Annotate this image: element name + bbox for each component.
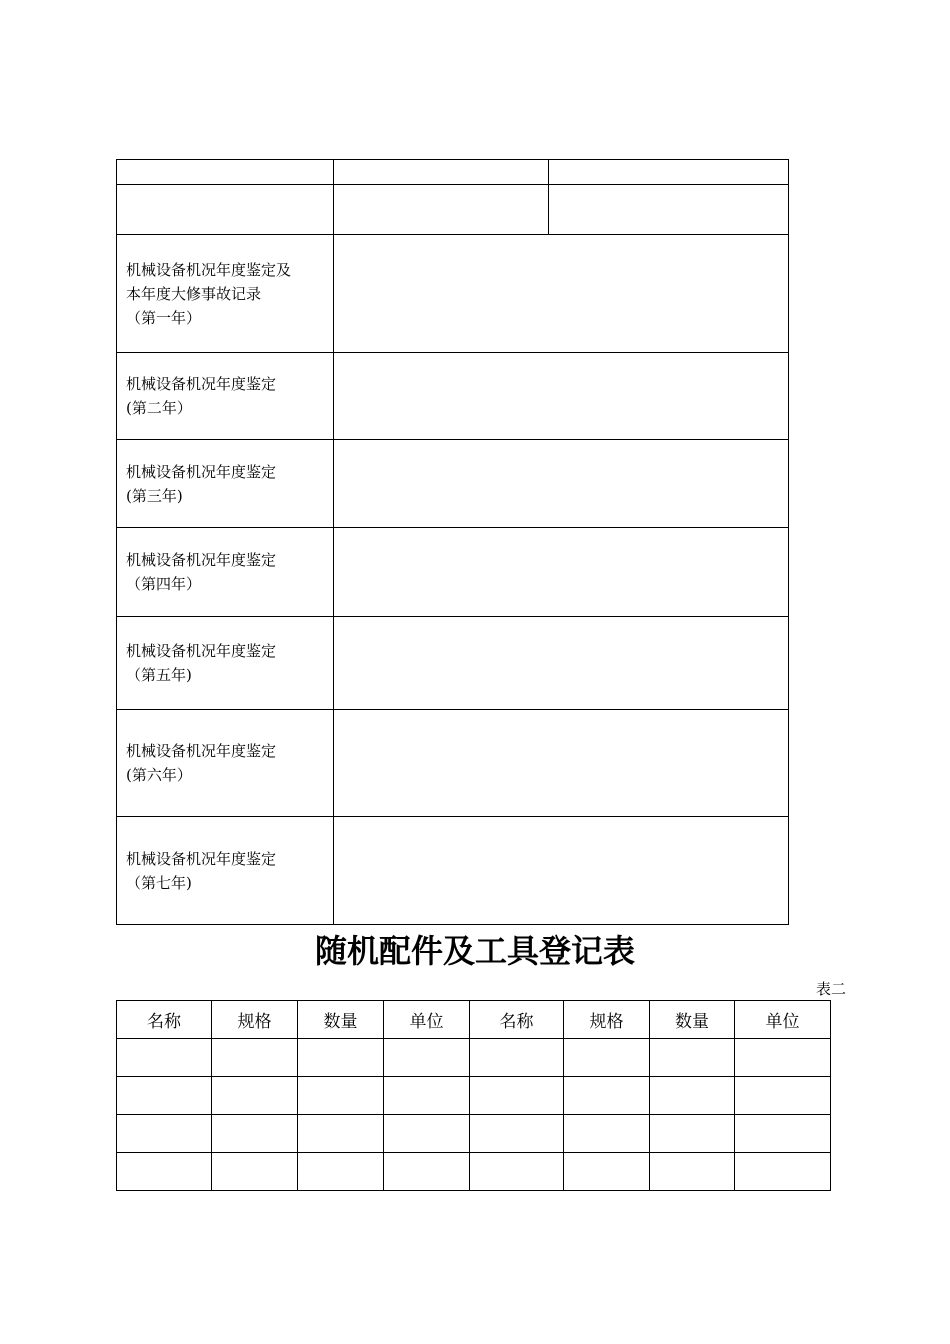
table-cell[interactable] bbox=[470, 1153, 564, 1191]
table-cell[interactable] bbox=[470, 1077, 564, 1115]
parts-section-title: 随机配件及工具登记表 bbox=[314, 932, 635, 970]
label-line: (第六年） bbox=[126, 766, 192, 784]
table-cell[interactable] bbox=[470, 1115, 564, 1153]
header-quantity: 数量 bbox=[298, 1001, 384, 1039]
table-cell[interactable] bbox=[650, 1039, 735, 1077]
table-number-label: 表二 bbox=[815, 980, 846, 998]
table-cell[interactable] bbox=[212, 1039, 298, 1077]
table-cell[interactable] bbox=[735, 1039, 831, 1077]
table-row bbox=[117, 1039, 831, 1077]
table-cell[interactable] bbox=[384, 1077, 470, 1115]
label-line: 机械设备机况年度鉴定 bbox=[126, 375, 277, 393]
table-cell[interactable] bbox=[650, 1077, 735, 1115]
label-line: （第五年) bbox=[126, 666, 192, 684]
label-line: 机械设备机况年度鉴定 bbox=[126, 551, 277, 569]
header-name: 名称 bbox=[117, 1001, 212, 1039]
label-line: 机械设备机况年度鉴定 bbox=[126, 642, 277, 660]
label-line: 机械设备机况年度鉴定及 bbox=[126, 260, 292, 279]
label-line: 机械设备机况年度鉴定 bbox=[126, 742, 277, 760]
table-cell[interactable] bbox=[564, 1153, 650, 1191]
table-row bbox=[117, 1153, 831, 1191]
inspection-row-year-7 bbox=[117, 817, 789, 925]
inspection-content-cell[interactable] bbox=[334, 528, 789, 617]
label-line: 机械设备机况年度鉴定 bbox=[126, 462, 277, 481]
label-line: (第三年) bbox=[126, 486, 183, 505]
header-quantity: 数量 bbox=[650, 1001, 735, 1039]
parts-tools-register-table bbox=[116, 1000, 831, 1191]
table-cell[interactable] bbox=[298, 1039, 384, 1077]
table-cell[interactable] bbox=[384, 1153, 470, 1191]
table-cell[interactable] bbox=[650, 1153, 735, 1191]
table-cell[interactable] bbox=[384, 1115, 470, 1153]
table-row bbox=[117, 1115, 831, 1153]
annual-inspection-table bbox=[116, 159, 789, 925]
inspection-label bbox=[117, 710, 334, 817]
blank-cell[interactable] bbox=[117, 185, 334, 235]
table-cell[interactable] bbox=[564, 1039, 650, 1077]
label-line: （第七年) bbox=[126, 873, 192, 892]
header-unit: 单位 bbox=[384, 1001, 470, 1039]
table-cell[interactable] bbox=[117, 1115, 212, 1153]
table-cell[interactable] bbox=[212, 1153, 298, 1191]
inspection-content-cell[interactable] bbox=[334, 440, 789, 528]
blank-cell[interactable] bbox=[334, 185, 549, 235]
header-unit: 单位 bbox=[735, 1001, 831, 1039]
inspection-content-cell[interactable] bbox=[334, 817, 789, 925]
blank-cell[interactable] bbox=[117, 160, 334, 185]
blank-header-row bbox=[117, 160, 789, 185]
inspection-label bbox=[117, 528, 334, 617]
inspection-row-year-5 bbox=[117, 617, 789, 710]
blank-cell[interactable] bbox=[549, 185, 789, 235]
table-cell[interactable] bbox=[650, 1115, 735, 1153]
inspection-content-cell[interactable] bbox=[334, 353, 789, 440]
table-cell[interactable] bbox=[212, 1077, 298, 1115]
inspection-label bbox=[117, 617, 334, 710]
label-line: 机械设备机况年度鉴定 bbox=[126, 849, 277, 868]
table-cell[interactable] bbox=[117, 1153, 212, 1191]
inspection-row-year-2 bbox=[117, 353, 789, 440]
blank-cell[interactable] bbox=[549, 160, 789, 185]
table-cell[interactable] bbox=[735, 1115, 831, 1153]
table-cell[interactable] bbox=[298, 1115, 384, 1153]
table-cell[interactable] bbox=[564, 1115, 650, 1153]
label-line: (第二年） bbox=[126, 399, 192, 417]
inspection-content-cell[interactable] bbox=[334, 710, 789, 817]
label-line: （第四年） bbox=[126, 575, 202, 593]
inspection-label bbox=[117, 235, 334, 353]
blank-row bbox=[117, 185, 789, 235]
table-cell[interactable] bbox=[470, 1039, 564, 1077]
blank-cell[interactable] bbox=[334, 160, 549, 185]
header-spec: 规格 bbox=[564, 1001, 650, 1039]
label-line: （第一年） bbox=[126, 308, 202, 327]
label-line: 本年度大修事故记录 bbox=[126, 284, 262, 303]
table-cell[interactable] bbox=[117, 1039, 212, 1077]
table-row bbox=[117, 1077, 831, 1115]
table-cell[interactable] bbox=[735, 1077, 831, 1115]
inspection-content-cell[interactable] bbox=[334, 617, 789, 710]
table-cell[interactable] bbox=[117, 1077, 212, 1115]
inspection-label bbox=[117, 440, 334, 528]
table-cell[interactable] bbox=[212, 1115, 298, 1153]
table-cell[interactable] bbox=[298, 1153, 384, 1191]
inspection-row-year-3 bbox=[117, 440, 789, 528]
inspection-label bbox=[117, 353, 334, 440]
table-cell[interactable] bbox=[564, 1077, 650, 1115]
inspection-content-cell[interactable] bbox=[334, 235, 789, 353]
table-cell[interactable] bbox=[384, 1039, 470, 1077]
inspection-row-year-6 bbox=[117, 710, 789, 817]
table-cell[interactable] bbox=[735, 1153, 831, 1191]
inspection-row-year-4 bbox=[117, 528, 789, 617]
parts-header-row bbox=[117, 1001, 831, 1039]
inspection-row-year-1 bbox=[117, 235, 789, 353]
header-name: 名称 bbox=[470, 1001, 564, 1039]
inspection-label bbox=[117, 817, 334, 925]
header-spec: 规格 bbox=[212, 1001, 298, 1039]
table-cell[interactable] bbox=[298, 1077, 384, 1115]
